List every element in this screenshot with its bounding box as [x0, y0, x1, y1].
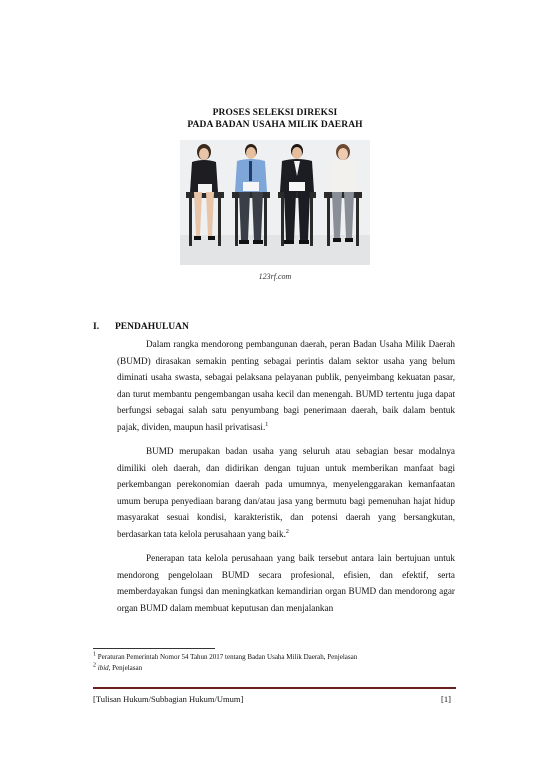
footer-department: [Tulisan Hukum/Subbagian Hukum/Umum] [93, 694, 244, 704]
footnote-ref-2: 2 [285, 528, 289, 535]
footnote-2-text: , Penjelasan [108, 663, 143, 672]
footer-rule [93, 687, 456, 689]
footnote-1 [93, 652, 357, 663]
footnote-1-number: 1 [93, 651, 96, 658]
paragraph-1-text: Dalam rangka mendorong pembangunan daerah, peran Badan Usaha Milik Daerah (BUMD) dirasakan semakin penting sebagai perintis dalam sektor usaha yang belum diminati usaha swasta, sebagai pelaksana pelayanan publik, penyeimbang kekuatan pasar, dan turut membantu pengembangan usaha kecil dan menengah. BUMD tertentu juga dapat berfungsi sebagai salah satu penyumbang bagi penerimaan daerah, baik dalam bentuk pajak, dividen, maupun hasil privatisasi. [117, 339, 455, 432]
people-seated-illustration [180, 140, 370, 265]
paragraph-2 [117, 443, 455, 542]
footnote-2 [93, 663, 357, 674]
section-number: I. [93, 322, 100, 332]
footnote-ref-1: 1 [265, 421, 269, 428]
footnote-2-ibid: ibid [97, 663, 109, 672]
interview-candidates-photo [180, 140, 370, 265]
section-title: PENDAHULUAN [115, 322, 189, 332]
paragraph-3 [117, 550, 455, 616]
footnote-1-text: Peraturan Pemerintah Nomor 54 Tahun 2017 tentang Badan Usaha Milik Daerah, Penjelasan [97, 653, 358, 661]
paragraph-1 [117, 336, 455, 435]
footer-page-number: [1] [441, 694, 451, 704]
footnotes [93, 652, 357, 673]
paragraph-2-text: BUMD merupakan badan usaha yang seluruh atau sebagian besar modalnya dimiliki oleh daerah, dan didirikan dengan tujuan untuk memberikan manfaat bagi perkembangan perekonomian daerah pada umumnya, menyelenggarakan kemanfaatan umum berupa penyediaan barang dan/atau jasa yang bermutu bagi pemenuhan hajat hidup masyarakat sesuai kondisi, karakteristik, dan potensi daerah yang bersangkutan, berdasarkan tata kelola perusahaan yang baik. [117, 446, 455, 539]
image-caption: 123rf.com [258, 272, 292, 281]
footnote-2-number: 2 [93, 662, 96, 669]
document-title-line-1: PROSES SELEKSI DIREKSI [212, 108, 338, 118]
section-heading [93, 322, 189, 332]
body-text [117, 336, 455, 616]
footnote-separator [93, 648, 215, 649]
document-title-line-2: PADA BADAN USAHA MILIK DAERAH [187, 120, 363, 130]
paragraph-3-text: Penerapan tata kelola perusahaan yang baik tersebut antara lain bertujuan untuk mendorong pengelolaan BUMD secara profesional, efisien, dan efektif, serta memberdayakan fungsi dan meningkatkan kemandirian organ BUMD dan mendorong agar organ BUMD dalam membuat keputusan dan menjalankan [117, 553, 455, 613]
